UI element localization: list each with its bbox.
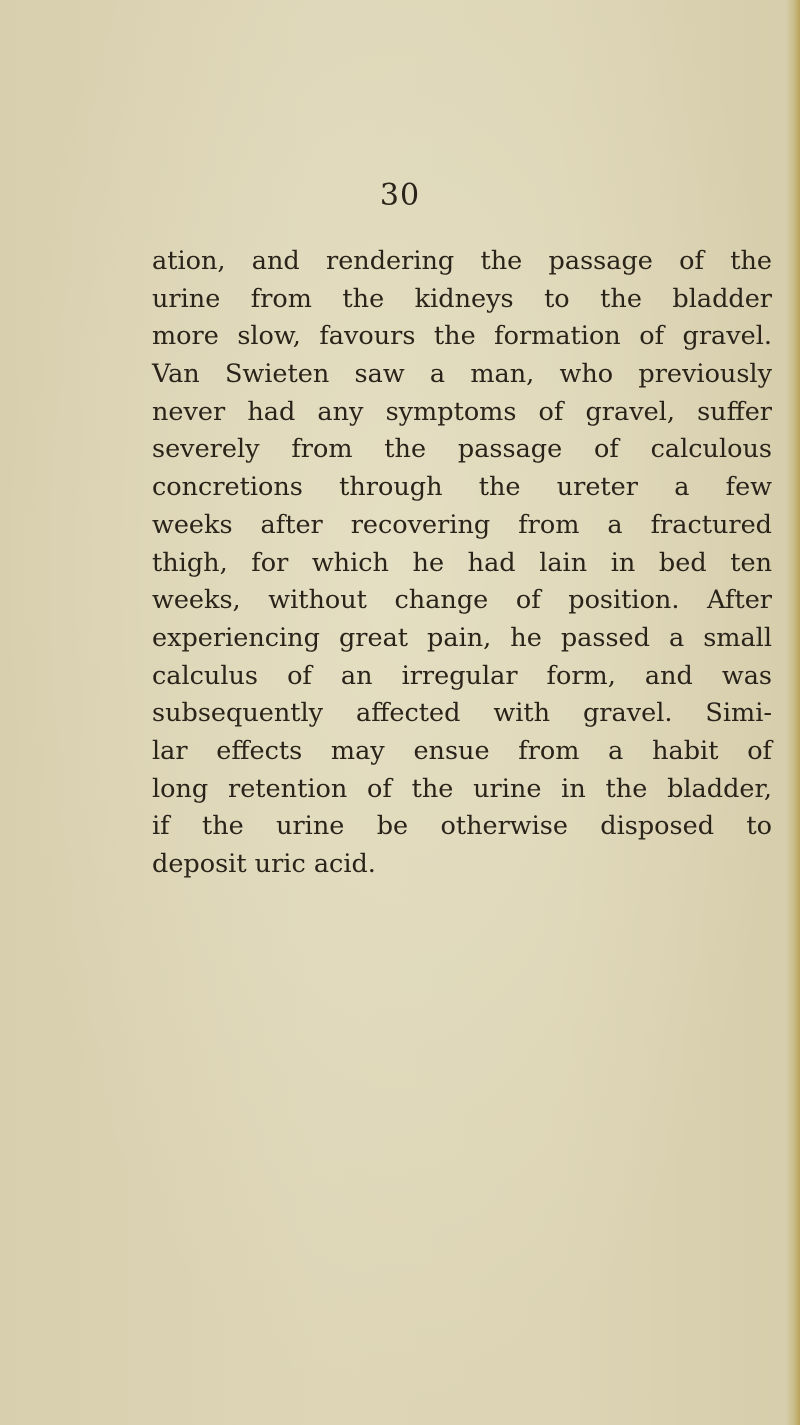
text-line: long retention of the urine in the bladder, [152,773,772,804]
page-number: 30 [379,178,421,213]
text-line: more slow, favours the formation of gravel. [152,321,772,352]
text-line: Van Swieten saw a man, who previously [152,359,772,390]
page-edge [786,0,800,1425]
text-line: experiencing great pain, he passed a small [152,622,772,653]
text-line: calculus of an irregular form, and was [152,660,772,691]
text-line: if the urine be otherwise disposed to [152,811,772,842]
text-line: subsequently affected with gravel. Simi- [152,698,772,729]
text-line: thigh, for which he had lain in bed ten [152,547,772,578]
body-text [152,243,772,884]
text-line: concretions through the ureter a few [152,472,772,503]
text-line: lar effects may ensue from a habit of [152,735,772,766]
text-line: weeks after recovering from a fractured [152,509,772,540]
text-line: never had any symptoms of gravel, suffer [152,396,772,427]
text-line: ation, and rendering the passage of the [152,246,772,276]
text-line: deposit uric acid. [152,849,376,879]
text-line: severely from the passage of calculous [152,434,772,465]
text-line: urine from the kidneys to the bladder [152,283,772,314]
text-line: weeks, without change of position. After [152,585,772,616]
